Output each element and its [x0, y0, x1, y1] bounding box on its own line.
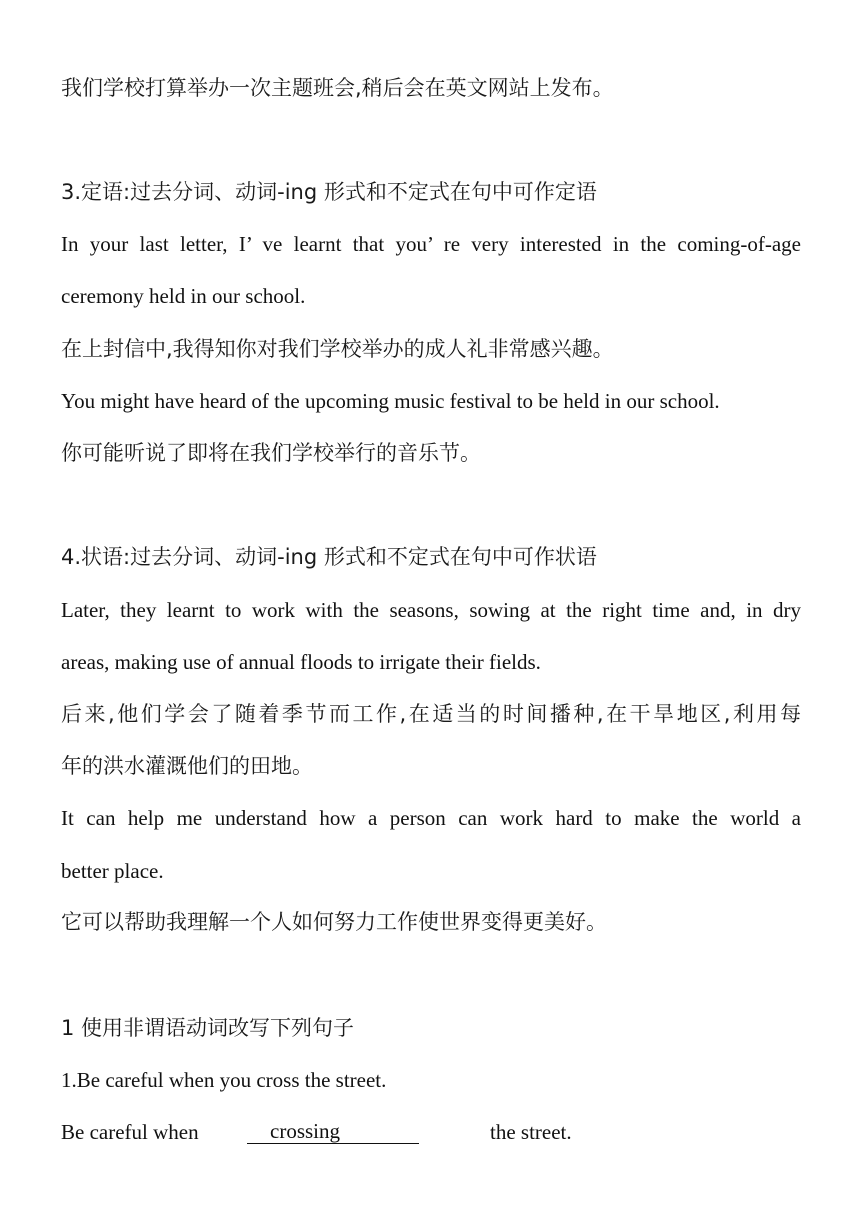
section-heading-3: 3.定语:过去分词、动词-ing 形式和不定式在句中可作定语 [61, 180, 597, 204]
answer-suffix: the street. [490, 1120, 572, 1144]
answer-blank[interactable] [247, 1121, 419, 1144]
paragraph-line: 在上封信中,我得知你对我们学校举办的成人礼非常感兴趣。 [61, 337, 614, 361]
paragraph-line: 它可以帮助我理解一个人如何努力工作使世界变得更美好。 [61, 910, 607, 934]
exercise-title: 1 使用非谓语动词改写下列句子 [61, 1016, 355, 1040]
paragraph-line: 我们学校打算举办一次主题班会,稍后会在英文网站上发布。 [61, 76, 614, 100]
paragraph-line: It can help me understand how a person can work hard to make the world a [61, 806, 801, 830]
paragraph-line: areas, making use of annual floods to irrigate their fields. [61, 650, 541, 674]
answer-prefix: Be careful when [61, 1120, 199, 1144]
paragraph-line: better place. [61, 859, 164, 883]
paragraph-line: 你可能听说了即将在我们学校举行的音乐节。 [61, 441, 481, 465]
paragraph-line: Later, they learnt to work with the seasons, sowing at the right time and, in dry [61, 598, 801, 622]
answer-text: crossing [270, 1119, 340, 1143]
paragraph-line: 年的洪水灌溉他们的田地。 [61, 754, 313, 778]
paragraph-line: You might have heard of the upcoming music festival to be held in our school. [61, 389, 720, 413]
paragraph-line: ceremony held in our school. [61, 284, 306, 308]
exercise-question: 1.Be careful when you cross the street. [61, 1068, 387, 1092]
answer-row [61, 1119, 801, 1146]
section-heading-4: 4.状语:过去分词、动词-ing 形式和不定式在句中可作状语 [61, 545, 597, 569]
paragraph-line: In your last letter, I’ ve learnt that you’ re very interested in the coming-of-age [61, 232, 801, 256]
paragraph-line: 后来,他们学会了随着季节而工作,在适当的时间播种,在干旱地区,利用每 [61, 702, 801, 726]
